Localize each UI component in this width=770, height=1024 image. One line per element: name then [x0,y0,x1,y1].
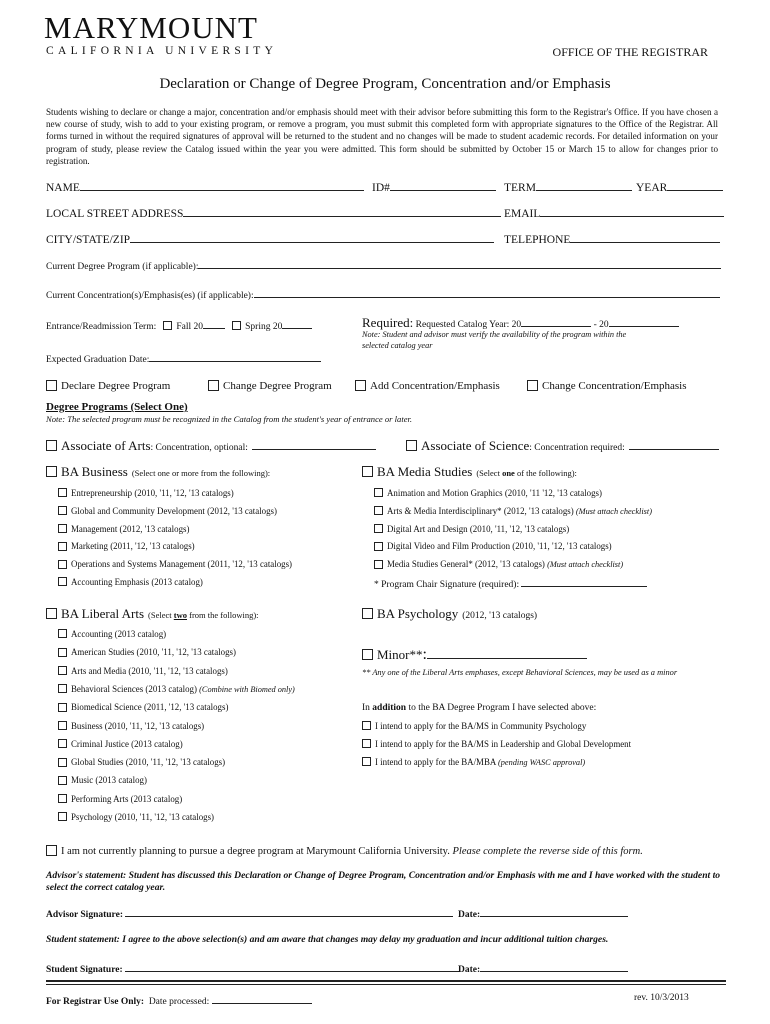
divider-line-thin [46,984,726,985]
minor-option[interactable]: Minor**: [362,646,587,664]
current-program-label: Current Degree Program (if applicable): [46,262,199,272]
change-conc-checkbox[interactable] [527,380,538,391]
intro-paragraph: Students wishing to declare or change a major, concentration and/or emphasis should meet with their advisor before submitting this form to the Registrar's Office. If you have chosen a new course of study, wish to add to your existing program, or remove a program, you must submit this completed form with appropriate signatures to the Office of the Registrar. All forms turned in without the required signatures of approval will be returned to the student and no changes will be made to student academic records. For detailed information on your program of study, please review the Catalog issued within the year you were admitted. This form should be submitted by October 15 or March 15 to allow for changes prior to registration. [46,107,718,166]
la-option-item[interactable] [58,684,295,694]
change-checkbox[interactable] [208,380,219,391]
student-signature-field[interactable] [46,961,459,975]
business-option-checkbox[interactable] [58,506,67,515]
business-option-checkbox[interactable] [58,560,67,569]
id-field[interactable] [372,180,496,194]
media-option-checkbox[interactable] [374,506,383,515]
add-label: Add Concentration/Emphasis [370,380,500,392]
ba-psych-option[interactable] [362,605,537,623]
not-planning-italic: Please complete the reverse side of this form. [452,846,643,857]
media-option-label: Digital Art and Design (2010, '11, '12, '13 catalogs) [387,523,570,534]
la-option-checkbox[interactable] [58,812,67,821]
address-label: LOCAL STREET ADDRESS [46,208,184,220]
la-option-label: American Studies (2010, '11, '12, '13 catalogs) [71,647,236,658]
la-option-item[interactable] [58,739,183,749]
chair-signature-label: * Program Chair Signature (required): [374,580,520,590]
change-option[interactable] [208,380,332,392]
change-conc-label: Change Concentration/Emphasis [542,380,687,392]
la-option-item[interactable] [58,702,228,712]
intend-option-label: I intend to apply for the BA/MS in Leadership and Global Development [375,739,632,749]
ba-media-label: BA Media Studies [377,464,473,479]
phone-field[interactable] [504,232,720,246]
aa-sub: : Concentration, optional: [150,443,248,453]
business-option-label: Operations and Systems Management (2011, '12, '13 catalogs) [71,559,292,570]
not-planning-checkbox[interactable] [46,845,57,856]
minor-checkbox[interactable] [362,649,373,660]
intend-option-checkbox[interactable] [362,739,371,748]
media-option-item[interactable] [374,488,602,498]
chair-signature-field[interactable] [374,576,647,590]
la-option-checkbox[interactable] [58,721,67,730]
not-planning-option[interactable] [46,846,643,857]
addition-statement: In addition to the BA Degree Program I have selected above: [362,703,597,713]
la-option-item[interactable] [58,757,225,767]
note-verify: Note: Student and advisor must verify the availability of the program within the [362,330,627,339]
business-option-label: Marketing (2011, '12, '13 catalogs) [71,541,195,552]
intend-option-note: (pending WASC approval) [498,758,586,767]
expected-grad-label: Expected Graduation Date: [46,355,150,365]
student-date-label: Date: [458,965,481,975]
advisor-statement: Advisor's statement: Student has discussed this Declaration or Change of Degree Program, Concentration and/or Emphasis with me and I have worked with the student to select the correct catalog year. [46,870,721,893]
expected-grad-field[interactable] [46,351,321,365]
term-field[interactable] [504,180,632,194]
la-option-label: Performing Arts (2013 catalog) [71,793,183,804]
address-field[interactable] [46,206,501,220]
degree-programs-heading: Degree Programs (Select One) [46,401,188,413]
business-option-item[interactable] [58,541,195,551]
intend-option-item[interactable] [362,721,586,731]
spring-checkbox[interactable] [232,321,241,330]
media-option-label: Media Studies General* (2012, '13 catalogs) [387,559,545,570]
media-option-item[interactable] [374,541,612,551]
media-option-label: Digital Video and Film Production (2010, '11, '12, '13 catalogs) [387,541,612,552]
aa-option[interactable] [46,437,376,455]
intend-option-item[interactable] [362,757,585,767]
la-option-label: Business (2010, '11, '12, '13 catalogs) [71,720,205,731]
la-option-checkbox[interactable] [58,666,67,675]
student-statement: Student statement: I agree to the above selection(s) and am aware that changes may delay my graduation and incur additional tuition charges. [46,934,609,945]
city-field[interactable] [46,232,494,246]
fall-checkbox[interactable] [163,321,172,330]
year-field[interactable] [636,180,723,194]
id-label: ID# [372,182,390,194]
la-option-checkbox[interactable] [58,739,67,748]
aa-checkbox[interactable] [46,440,57,451]
la-option-item[interactable] [58,666,228,676]
la-option-label: Arts and Media (2010, '11, '12, '13 catalogs) [71,665,228,676]
registrar-label: For Registrar Use Only: [46,997,145,1007]
la-option-checkbox[interactable] [58,703,67,712]
add-option[interactable] [355,380,500,392]
la-option-checkbox[interactable] [58,776,67,785]
business-option-checkbox[interactable] [58,488,67,497]
business-option-label: Entrepreneurship (2010, '11, '12, '13 catalogs) [71,488,234,498]
advisor-signature-field[interactable] [46,906,453,920]
la-option-item[interactable] [58,647,236,657]
la-option-item[interactable] [58,721,204,731]
student-date-field[interactable] [458,961,628,975]
revision-label: rev. 10/3/2013 [634,993,689,1003]
la-option-label: Psychology (2010, '11, '12, '13 catalogs) [71,812,215,822]
programs-note: Note: The selected program must be recognized in the Catalog from the student's year of entrance or later. [46,414,413,424]
student-signature-label: Student Signature: [46,965,123,975]
catalog-year-row[interactable] [362,315,679,331]
as-option[interactable] [406,437,719,455]
divider-line [46,980,726,982]
business-option-item[interactable] [58,524,189,534]
media-option-checkbox[interactable] [374,524,383,533]
la-option-label: Global Studies (2010, '11, '12, '13 catalogs) [71,757,226,768]
business-option-item[interactable] [58,577,203,587]
not-planning-label: I am not currently planning to pursue a degree program at Marymount California University. [61,846,450,857]
business-option-checkbox[interactable] [58,542,67,551]
term-label: TERM [504,182,536,194]
la-option-item[interactable] [58,629,166,639]
ba-psych-label: BA Psychology [377,606,459,621]
entrance-term-row [46,318,312,332]
media-option-item[interactable] [374,559,623,569]
spring-label: Spring 20 [245,322,283,332]
ba-business-option[interactable] [46,463,270,481]
business-option-item[interactable] [58,488,234,498]
la-option-label: Criminal Justice (2013 catalog) [71,738,183,749]
ba-la-sub: (Select two from the following): [148,610,259,620]
business-option-checkbox[interactable] [58,577,67,586]
ba-psych-checkbox[interactable] [362,608,373,619]
media-option-label: Arts & Media Interdisciplinary* (2012, '13 catalogs) [387,505,574,516]
aa-label: Associate of Arts [61,438,151,453]
change-conc-option[interactable] [527,380,687,392]
intend-option-checkbox[interactable] [362,721,371,730]
year-label: YEAR [636,182,668,194]
advisor-date-field[interactable] [458,906,628,920]
declare-label: Declare Degree Program [61,380,171,392]
media-option-note: (Must attach checklist) [575,506,652,516]
phone-label: TELEPHONE [504,234,571,246]
intend-option-item[interactable] [362,739,631,749]
media-option-item[interactable] [374,524,569,534]
required-label: Required: [362,315,414,330]
change-label: Change Degree Program [223,380,332,392]
note-verify-2: selected catalog year [362,341,433,350]
name-label: NAME [46,182,80,194]
city-label: CITY/STATE/ZIP [46,234,131,246]
business-option-label: Accounting Emphasis (2013 catalog) [71,577,203,587]
as-checkbox[interactable] [406,440,417,451]
la-option-item[interactable] [58,812,214,822]
advisor-date-label: Date: [458,910,481,920]
entrance-label: Entrance/Readmission Term: [46,322,157,332]
ba-la-checkbox[interactable] [46,608,57,619]
intend-option-label: I intend to apply for the BA/MS in Community Psychology [375,721,587,731]
la-option-item[interactable] [58,794,182,804]
la-option-checkbox[interactable] [58,684,67,693]
name-field[interactable] [46,180,364,194]
media-option-label: Animation and Motion Graphics (2010, '11 '12, '13 catalogs) [387,488,602,498]
media-option-checkbox[interactable] [374,542,383,551]
form-title: Declaration or Change of Degree Program, Concentration and/or Emphasis [159,76,611,92]
intend-option-label: I intend to apply for the BA/MBA [375,757,496,767]
minor-label: Minor** [377,647,423,662]
ba-media-option[interactable] [362,463,577,481]
email-label: EMAIL [504,208,541,220]
ba-la-option[interactable] [46,605,259,623]
la-option-label: Behavioral Sciences (2013 catalog) [71,683,197,694]
current-program-field[interactable] [46,258,721,272]
media-option-note: (Must attach checklist) [547,560,624,570]
logo-wordmark: MARYMOUNT [44,10,258,45]
ba-business-checkbox[interactable] [46,466,57,477]
media-option-checkbox[interactable] [374,488,383,497]
minor-note: ** Any one of the Liberal Arts emphases, except Behavioral Sciences, may be used as a minor [362,668,678,677]
ba-business-sub: (Select one or more from the following): [131,468,271,478]
media-option-checkbox[interactable] [374,560,383,569]
date-processed-label: Date processed: [148,997,210,1007]
registrar-use-field[interactable] [46,993,312,1007]
business-option-label: Global and Community Development (2012, '13 catalogs) [71,505,277,516]
la-option-checkbox[interactable] [58,758,67,767]
intend-option-checkbox[interactable] [362,757,371,766]
la-option-label: Biomedical Science (2011, '12, '13 catalogs) [71,702,229,713]
la-option-label: Music (2013 catalog) [71,775,147,786]
as-label: Associate of Science [421,438,530,453]
email-field[interactable] [504,206,724,220]
catalog-year-label: Requested Catalog Year: 20 [415,320,522,330]
la-option-checkbox[interactable] [58,794,67,803]
advisor-signature-label: Advisor Signature: [46,910,123,920]
current-concentration-field[interactable] [46,287,720,301]
ba-psych-sub: (2012, '13 catalogs) [462,611,538,621]
business-option-label: Management (2012, '13 catalogs) [71,523,190,534]
la-option-label: Accounting (2013 catalog) [71,629,167,639]
ba-la-label: BA Liberal Arts [61,606,145,621]
add-checkbox[interactable] [355,380,366,391]
ba-media-sub: (Select one of the following): [476,468,577,478]
logo-subtitle: CALIFORNIA UNIVERSITY [46,45,278,57]
dash-20: - 20 [593,320,609,330]
ba-business-label: BA Business [61,464,128,479]
la-option-checkbox[interactable] [58,629,67,638]
current-concentration-label: Current Concentration(s)/Emphasis(es) (if applicable): [46,291,254,301]
fall-label: Fall 20 [176,322,204,332]
declare-option[interactable] [46,380,170,392]
as-sub: : Concentration required: [529,443,625,453]
business-option-item[interactable] [58,506,277,516]
ba-media-checkbox[interactable] [362,466,373,477]
la-option-item[interactable] [58,775,147,785]
la-option-checkbox[interactable] [58,648,67,657]
business-option-checkbox[interactable] [58,524,67,533]
office-label: OFFICE OF THE REGISTRAR [552,45,708,59]
declare-checkbox[interactable] [46,380,57,391]
business-option-item[interactable] [58,559,292,569]
la-option-note: (Combine with Biomed only) [199,684,295,694]
media-option-item[interactable] [374,506,652,516]
